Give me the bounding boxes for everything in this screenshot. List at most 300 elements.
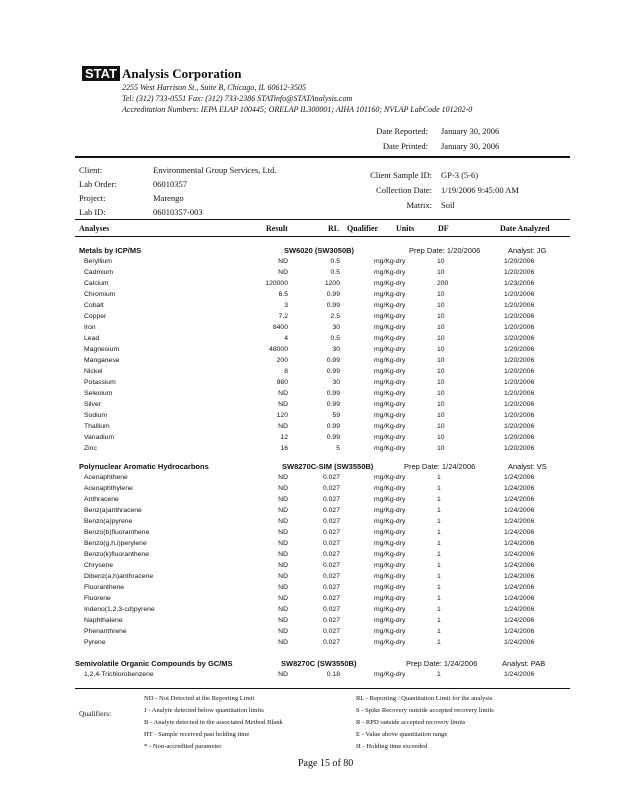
units-value: mg/Kg-dry: [374, 606, 406, 613]
rl-value: 0.99: [326, 423, 340, 430]
df-value: 10: [437, 379, 445, 386]
qualifier-right-1: RL - Reporting / Quantitation Limit for the analysis: [356, 695, 493, 702]
analyte-name: Fluoranthene: [84, 584, 125, 591]
df-value: 10: [437, 335, 445, 342]
analyte-name: Vanadium: [84, 434, 115, 441]
df-value: 10: [437, 258, 445, 265]
result-value: ND: [278, 573, 288, 580]
date-value: 1/23/2006: [504, 280, 535, 287]
collection-date-label: Collection Date:: [376, 185, 432, 195]
analyte-name: Benz(a)anthracene: [84, 507, 142, 514]
result-value: ND: [278, 584, 288, 591]
rl-value: 0.027: [322, 529, 340, 536]
units-value: mg/Kg-dry: [374, 401, 406, 408]
date-value: 1/24/2006: [504, 485, 535, 492]
date-value: 1/24/2006: [504, 584, 535, 591]
company-contact: Tel: (312) 733-0551 Fax: (312) 733-2386 STATinfo@STATAnalysis.com: [122, 94, 353, 103]
result-value: 12: [280, 434, 288, 441]
df-value: 10: [437, 434, 445, 441]
table-row: [0, 390, 642, 401]
analyte-name: Anthracene: [84, 496, 119, 503]
section-method-metals: SW6020 (SW3050B): [284, 246, 355, 255]
analyte-name: 1,2,4-Trichlorobenzene: [84, 671, 154, 678]
result-value: ND: [278, 671, 288, 678]
header-divider: [75, 156, 570, 158]
col-header-result: Result: [266, 224, 288, 233]
company-name: Analysis Corporation: [122, 66, 242, 81]
df-value: 10: [437, 368, 445, 375]
client-sample-id-label: Client Sample ID:: [370, 170, 432, 180]
rl-value: 0.027: [322, 496, 340, 503]
section-title-pah: Polynuclear Aromatic Hydrocarbons: [79, 462, 209, 471]
date-value: 1/24/2006: [504, 595, 535, 602]
date-value: 1/24/2006: [504, 562, 535, 569]
table-row: [0, 280, 642, 291]
rl-value: 0.027: [322, 639, 340, 646]
rl-value: 0.99: [326, 434, 340, 441]
section-method-pah: SW8270C-SIM (SW3550B): [282, 462, 374, 471]
accreditation-numbers: Accreditation Numbers: IEPA ELAP 100445; ORELAP IL300001; AIHA 101160; NVLAP LabCode 101202-0: [122, 105, 473, 114]
units-value: mg/Kg-dry: [374, 584, 406, 591]
qualifier-right-4: E - Value above quantitation range: [356, 731, 448, 738]
date-value: 1/20/2006: [504, 423, 535, 430]
qualifier-left-3: B - Analyte detected in the associated Method Blank: [144, 719, 283, 726]
table-row: [0, 434, 642, 445]
client-label: Client:: [79, 165, 103, 175]
result-value: ND: [278, 485, 288, 492]
units-value: mg/Kg-dry: [374, 423, 406, 430]
qualifier-right-3: R - RPD outside accepted recovery limits: [356, 719, 466, 726]
analyte-name: Beryllium: [84, 258, 112, 265]
page-number: Page 15 of 80: [298, 758, 354, 769]
units-value: mg/Kg-dry: [374, 291, 406, 298]
table-row: [0, 412, 642, 423]
rl-value: 30: [332, 346, 340, 353]
analyte-name: Cobalt: [84, 302, 104, 309]
df-value: 10: [437, 302, 445, 309]
units-value: mg/Kg-dry: [374, 573, 406, 580]
date-value: 1/20/2006: [504, 445, 535, 452]
col-header-date-analyzed: Date Analyzed: [500, 224, 550, 233]
table-row: [0, 551, 642, 562]
df-value: 10: [437, 324, 445, 331]
table-row: [0, 606, 642, 617]
rl-value: 0.027: [322, 595, 340, 602]
df-value: 10: [437, 445, 445, 452]
df-value: 10: [437, 357, 445, 364]
units-value: mg/Kg-dry: [374, 390, 406, 397]
col-header-units: Units: [396, 224, 415, 233]
result-value: ND: [278, 401, 288, 408]
analyte-name: Thallium: [84, 423, 110, 430]
result-value: ND: [278, 639, 288, 646]
df-value: 1: [437, 617, 441, 624]
table-row: [0, 540, 642, 551]
result-value: 8400: [272, 324, 288, 331]
units-value: mg/Kg-dry: [374, 671, 406, 678]
df-value: 1: [437, 562, 441, 569]
table-row: [0, 639, 642, 650]
qualifiers-divider: [75, 688, 570, 689]
analyte-name: Copper: [84, 313, 107, 320]
analyte-name: Fluorene: [84, 595, 111, 602]
date-value: 1/24/2006: [504, 529, 535, 536]
matrix-label: Matrix:: [406, 200, 432, 210]
col-header-df: DF: [438, 224, 449, 233]
rl-value: 0.027: [322, 628, 340, 635]
result-value: 16: [280, 445, 288, 452]
analyte-name: Magnesium: [84, 346, 120, 353]
table-row: [0, 423, 642, 434]
table-row: [0, 562, 642, 573]
df-value: 1: [437, 639, 441, 646]
date-value: 1/20/2006: [504, 324, 535, 331]
date-value: 1/20/2006: [504, 313, 535, 320]
col-header-rl: RL: [328, 224, 340, 233]
rl-value: 0.027: [322, 551, 340, 558]
rl-value: 0.027: [322, 606, 340, 613]
units-value: mg/Kg-dry: [374, 474, 406, 481]
rl-value: 59: [332, 412, 340, 419]
qualifier-left-4: HT - Sample received past holding time: [144, 731, 250, 738]
units-value: mg/Kg-dry: [374, 496, 406, 503]
table-row: [0, 346, 642, 357]
df-value: 10: [437, 423, 445, 430]
table-row: [0, 368, 642, 379]
units-value: mg/Kg-dry: [374, 551, 406, 558]
table-row: [0, 324, 642, 335]
rl-value: 0.18: [326, 671, 340, 678]
df-value: 1: [437, 540, 441, 547]
units-value: mg/Kg-dry: [374, 357, 406, 364]
result-value: ND: [278, 551, 288, 558]
analyte-name: Calcium: [84, 280, 109, 287]
result-value: 200: [276, 357, 288, 364]
units-value: mg/Kg-dry: [374, 529, 406, 536]
section-title-svoc: Semivolatile Organic Compounds by GC/MS: [75, 659, 233, 668]
df-value: 10: [437, 313, 445, 320]
date-value: 1/20/2006: [504, 412, 535, 419]
units-value: mg/Kg-dry: [374, 595, 406, 602]
analyte-name: Chrysene: [84, 562, 114, 569]
table-row: [0, 584, 642, 595]
qualifier-left-5: * - Non-accredited parameter: [144, 743, 222, 750]
units-value: mg/Kg-dry: [374, 617, 406, 624]
date-value: 1/24/2006: [504, 606, 535, 613]
date-printed-value: January 30, 2006: [441, 141, 500, 151]
table-row: [0, 379, 642, 390]
analyte-name: Pyrene: [84, 639, 106, 646]
analyte-name: Indeno(1,2,3-cd)pyrene: [84, 606, 155, 613]
units-value: mg/Kg-dry: [374, 269, 406, 276]
units-value: mg/Kg-dry: [374, 540, 406, 547]
df-value: 1: [437, 551, 441, 558]
units-value: mg/Kg-dry: [374, 445, 406, 452]
table-row: [0, 335, 642, 346]
rl-value: 30: [332, 379, 340, 386]
date-value: 1/24/2006: [504, 518, 535, 525]
analyte-name: Benzo(b)fluoranthene: [84, 529, 150, 536]
date-value: 1/20/2006: [504, 390, 535, 397]
rl-value: 0.99: [326, 357, 340, 364]
df-value: 1: [437, 606, 441, 613]
table-row: [0, 628, 642, 639]
df-value: 10: [437, 269, 445, 276]
lab-id-value: 06010357-003: [153, 207, 203, 217]
units-value: mg/Kg-dry: [374, 518, 406, 525]
result-value: ND: [278, 269, 288, 276]
result-value: 4: [284, 335, 288, 342]
df-value: 10: [437, 291, 445, 298]
units-value: mg/Kg-dry: [374, 639, 406, 646]
analyte-name: Potassium: [84, 379, 116, 386]
df-value: 1: [437, 507, 441, 514]
rl-value: 0.027: [322, 507, 340, 514]
date-value: 1/20/2006: [504, 357, 535, 364]
table-row: [0, 269, 642, 280]
rl-value: 0.99: [326, 291, 340, 298]
result-value: ND: [278, 606, 288, 613]
df-value: 1: [437, 595, 441, 602]
rl-value: 0.5: [330, 269, 340, 276]
date-value: 1/24/2006: [504, 573, 535, 580]
rl-value: 1200: [324, 280, 340, 287]
rl-value: 5: [336, 445, 340, 452]
section-prep-pah: Prep Date: 1/24/2006: [404, 462, 476, 471]
analyte-name: Benzo(g,h,i)perylene: [84, 540, 147, 547]
date-value: 1/20/2006: [504, 346, 535, 353]
result-value: 6.5: [278, 291, 288, 298]
table-row: [0, 302, 642, 313]
result-value: ND: [278, 507, 288, 514]
lab-id-label: Lab ID:: [79, 207, 106, 217]
result-value: ND: [278, 423, 288, 430]
analyte-name: Manganese: [84, 357, 120, 364]
result-value: ND: [278, 617, 288, 624]
analyte-name: Selenium: [84, 390, 113, 397]
column-header-divider: [75, 236, 570, 237]
rl-value: 0.027: [322, 518, 340, 525]
client-divider: [75, 219, 570, 220]
date-value: 1/20/2006: [504, 434, 535, 441]
result-value: ND: [278, 390, 288, 397]
rl-value: 0.99: [326, 401, 340, 408]
table-row: [0, 595, 642, 606]
client-value: Environmental Group Services, Ltd.: [153, 165, 277, 175]
units-value: mg/Kg-dry: [374, 434, 406, 441]
units-value: mg/Kg-dry: [374, 507, 406, 514]
df-value: 1: [437, 496, 441, 503]
units-value: mg/Kg-dry: [374, 562, 406, 569]
result-value: 48000: [269, 346, 288, 353]
analyte-name: Iron: [84, 324, 96, 331]
col-header-qualifier: Qualifier: [347, 224, 379, 233]
date-value: 1/20/2006: [504, 335, 535, 342]
date-value: 1/20/2006: [504, 258, 535, 265]
units-value: mg/Kg-dry: [374, 313, 406, 320]
result-value: ND: [278, 562, 288, 569]
result-value: ND: [278, 529, 288, 536]
lab-order-label: Lab Order:: [79, 179, 117, 189]
qualifier-left-2: J - Analyte detected below quantitation limits: [144, 707, 264, 714]
table-row: [0, 445, 642, 456]
rl-value: 0.99: [326, 302, 340, 309]
date-value: 1/24/2006: [504, 474, 535, 481]
result-value: 7.2: [278, 313, 288, 320]
table-row: [0, 258, 642, 269]
result-value: 8: [284, 368, 288, 375]
df-value: 1: [437, 529, 441, 536]
section-prep-metals: Prep Date: 1/20/2006: [409, 246, 481, 255]
date-value: 1/24/2006: [504, 496, 535, 503]
analyte-name: Naphthalene: [84, 617, 123, 624]
df-value: 200: [437, 280, 449, 287]
analyte-name: Benzo(k)fluoranthene: [84, 551, 149, 558]
units-value: mg/Kg-dry: [374, 628, 406, 635]
rl-value: 0.027: [322, 573, 340, 580]
date-value: 1/24/2006: [504, 628, 535, 635]
df-value: 10: [437, 412, 445, 419]
rl-value: 0.027: [322, 485, 340, 492]
result-value: ND: [278, 595, 288, 602]
date-value: 1/24/2006: [504, 639, 535, 646]
lab-order-value: 06010357: [153, 179, 187, 189]
section-analyst-pah: Analyst: VS: [508, 462, 547, 471]
rl-value: 0.027: [322, 562, 340, 569]
date-value: 1/24/2006: [504, 507, 535, 514]
rl-value: 2.5: [330, 313, 340, 320]
df-value: 10: [437, 390, 445, 397]
section-analyst-svoc: Analyst: PAB: [502, 659, 546, 668]
section-prep-svoc: Prep Date: 1/24/2006: [406, 659, 478, 668]
result-value: 3: [284, 302, 288, 309]
date-value: 1/24/2006: [504, 617, 535, 624]
result-value: 120000: [265, 280, 288, 287]
date-reported-label: Date Reported:: [376, 126, 428, 136]
units-value: mg/Kg-dry: [374, 258, 406, 265]
analyte-name: Chromium: [84, 291, 116, 298]
project-label: Project:: [79, 193, 106, 203]
rl-value: 0.027: [322, 474, 340, 481]
analyte-name: Cadmium: [84, 269, 114, 276]
table-row: [0, 518, 642, 529]
result-value: 120: [276, 412, 288, 419]
section-method-svoc: SW8270C (SW3550B): [281, 659, 357, 668]
df-value: 10: [437, 346, 445, 353]
units-value: mg/Kg-dry: [374, 335, 406, 342]
df-value: 1: [437, 671, 441, 678]
df-value: 1: [437, 474, 441, 481]
df-value: 1: [437, 584, 441, 591]
analyte-name: Benzo(a)pyrene: [84, 518, 133, 525]
df-value: 1: [437, 573, 441, 580]
rl-value: 0.027: [322, 617, 340, 624]
date-value: 1/24/2006: [504, 551, 535, 558]
analyte-name: Acenaphthene: [84, 474, 128, 481]
table-row: [0, 485, 642, 496]
section-title-metals: Metals by ICP/MS: [79, 246, 142, 255]
units-value: mg/Kg-dry: [374, 412, 406, 419]
table-row: [0, 496, 642, 507]
units-value: mg/Kg-dry: [374, 485, 406, 492]
analyte-name: Silver: [84, 401, 101, 408]
table-row: [0, 573, 642, 584]
qualifiers-label: Qualifiers:: [79, 709, 112, 718]
company-address: 2255 West Harrison St., Suite B, Chicago, IL 60612-3505: [122, 83, 307, 92]
analyte-name: Dibenz(a,h)anthracene: [84, 573, 154, 580]
table-row: [0, 617, 642, 628]
date-value: 1/20/2006: [504, 368, 535, 375]
date-reported-value: January 30, 2006: [441, 126, 500, 136]
date-value: 1/24/2006: [504, 671, 535, 678]
analyte-name: Phenanthrene: [84, 628, 127, 635]
date-printed-label: Date Printed:: [382, 141, 428, 151]
table-row: [0, 291, 642, 302]
analyte-name: Zinc: [84, 445, 97, 452]
collection-date-value: 1/19/2006 9:45:00 AM: [441, 185, 519, 195]
table-row: [0, 357, 642, 368]
table-row: [0, 474, 642, 485]
project-value: Marengo: [153, 193, 184, 203]
rl-value: 0.99: [326, 368, 340, 375]
date-value: 1/20/2006: [504, 302, 535, 309]
result-value: ND: [278, 474, 288, 481]
company-logo: STAT: [82, 66, 120, 81]
table-row: [0, 671, 642, 682]
analyte-name: Nickel: [84, 368, 103, 375]
table-row: [0, 401, 642, 412]
date-value: 1/24/2006: [504, 540, 535, 547]
df-value: 1: [437, 628, 441, 635]
units-value: mg/Kg-dry: [374, 302, 406, 309]
table-row: [0, 313, 642, 324]
units-value: mg/Kg-dry: [374, 368, 406, 375]
table-row: [0, 507, 642, 518]
rl-value: 0.027: [322, 584, 340, 591]
date-value: 1/20/2006: [504, 291, 535, 298]
qualifier-right-2: S - Spike Recovery outside accepted recovery limits: [356, 707, 494, 714]
rl-value: 0.99: [326, 390, 340, 397]
matrix-value: Soil: [441, 200, 455, 210]
table-row: [0, 529, 642, 540]
result-value: ND: [278, 518, 288, 525]
qualifier-left-1: ND - Not Detected at the Reporting Limit: [144, 695, 255, 702]
date-value: 1/20/2006: [504, 269, 535, 276]
rl-value: 0.5: [330, 335, 340, 342]
units-value: mg/Kg-dry: [374, 346, 406, 353]
analyte-name: Acenaphthylene: [84, 485, 133, 492]
section-analyst-metals: Analyst: JG: [508, 246, 547, 255]
df-value: 1: [437, 518, 441, 525]
result-value: ND: [278, 258, 288, 265]
analyte-name: Lead: [84, 335, 100, 342]
units-value: mg/Kg-dry: [374, 324, 406, 331]
date-value: 1/20/2006: [504, 379, 535, 386]
qualifier-right-5: H - Holding time exceeded: [356, 743, 428, 750]
date-value: 1/20/2006: [504, 401, 535, 408]
units-value: mg/Kg-dry: [374, 280, 406, 287]
result-value: ND: [278, 540, 288, 547]
df-value: 10: [437, 401, 445, 408]
result-value: 980: [276, 379, 288, 386]
rl-value: 0.027: [322, 540, 340, 547]
col-header-analyses: Analyses: [79, 224, 110, 233]
analyte-name: Sodium: [84, 412, 108, 419]
client-sample-id-value: GP-3 (5-6): [441, 170, 479, 180]
result-value: ND: [278, 496, 288, 503]
rl-value: 0.5: [330, 258, 340, 265]
units-value: mg/Kg-dry: [374, 379, 406, 386]
